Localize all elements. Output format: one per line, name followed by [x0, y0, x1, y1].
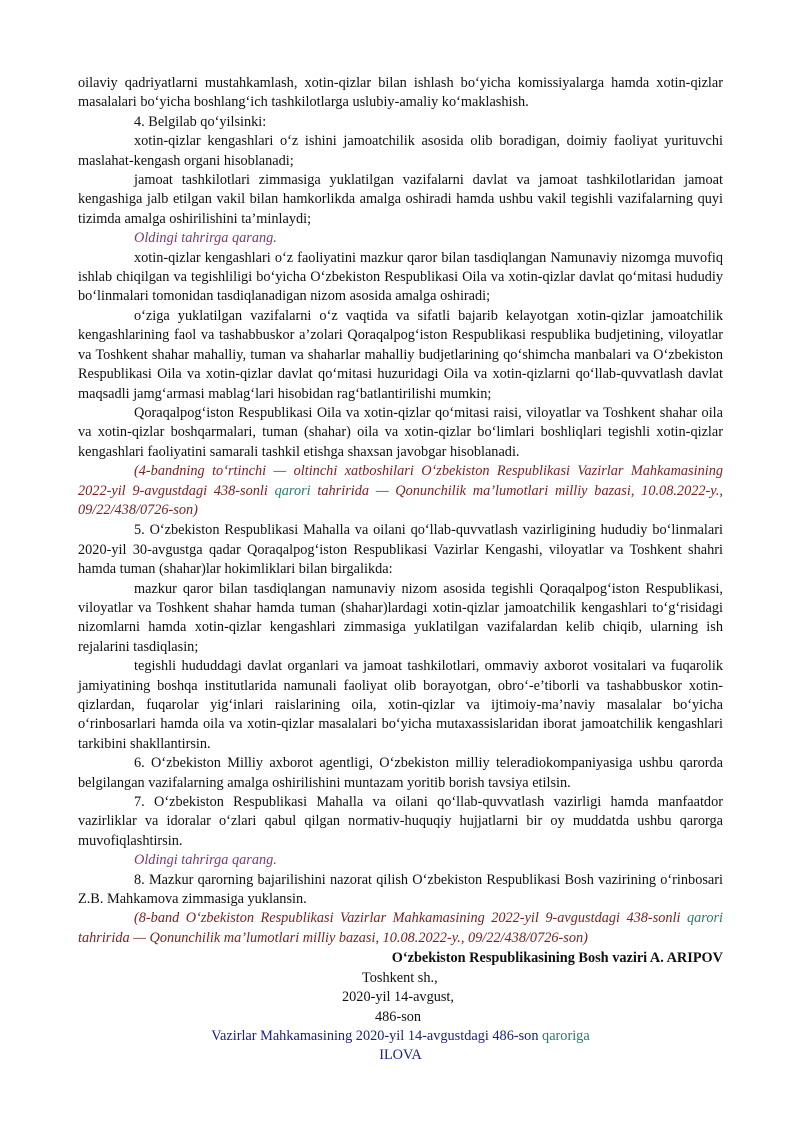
appendix-caption-text: Vazirlar Mahkamasining 2020-yil 14-avgustdagi 486-son	[211, 1027, 543, 1044]
previous-edition-link-2[interactable]: Oldingi tahrirga qarang.	[134, 852, 277, 869]
paragraph-form-councils: tegishli hududdagi davlat organlari va jamoat tashkilotlari, ommaviy axborot vositalari va fuqarolik jamiyatining boshqa institutlarida namunali faoliyat olib borayotgan, obro‘-e’tiborli va tashabbuskor xotin-qizlardan, fuqarolar yig‘inlari raislarining oila, xotin-qizlar va ijtimoiy-ma’naviy masalalar bo‘yicha o‘rinbosarlari hamda oila va xotin-qizlar masalalari bo‘yicha mutaxassislaridan iborat jamoatchilik kengashlari tarkibini shakllantirsin.	[78, 658, 723, 752]
paragraph-item-7: 7. O‘zbekiston Respublikasi Mahalla va oilani qo‘llab-quvvatlash vazirligi hamda manfaatdor vazirliklar va idoralar o‘zlari qabul qilgan normativ-huquqiy hujjatlarni bir oy muddatda ushbu qarorga muvofiqlashtirsin.	[78, 794, 723, 849]
signature-number: 486-son	[375, 1008, 422, 1025]
paragraph-item-4-heading: 4. Belgilab qo‘yilsinki:	[134, 113, 267, 130]
amendment-note-item-8	[78, 909, 723, 948]
paragraph-council-status: xotin-qizlar kengashlari o‘z ishini jamoatchilik asosida olib boradigan, doimiy faoliyat yurituvchi maslahat-kengash organi hisoblanadi;	[78, 133, 723, 169]
note-text: tahririda — Qonunchilik ma’lumotlari milliy bazasi, 10.08.2022-y., 09/22/438/0726-son)	[78, 929, 588, 946]
signature-city: Toshkent sh.,	[362, 969, 438, 986]
paragraph-item-8: 8. Mazkur qarorning bajarilishini nazorat qilish O‘zbekiston Respublikasi Bosh vazirining o‘rinbosari Z.B. Mahkamova zimmasiga yuklansin.	[78, 871, 723, 908]
document-page	[78, 74, 723, 1066]
paragraph-public-organizations: jamoat tashkilotlari zimmasiga yuklatilgan vazifalarni davlat va jamoat tashkilotlaridan jamoat kengashiga jalb etilgan vakil bilan hamkorlikda amalga oshiradi hamda ushbu vakil tegishli vazifalarning quyi tizimda amalga oshirilishini ta’minlaydi;	[78, 172, 723, 227]
paragraph-responsibility: Qoraqalpog‘iston Respublikasi Oila va xotin-qizlar qo‘mitasi raisi, viloyatlar va Toshkent shahar oila va xotin-qizlar boshqarmalari, tuman (shahar) oila va xotin-qizlar bo‘limlari boshliqlari tegishli xotin-qizlar kengashlari faoliyatini samarali tashkil etishga shaxsan javobgar hisoblanadi.	[78, 404, 723, 460]
paragraph-approve-regulations: mazkur qaror bilan tasdiqlangan namunaviy nizom asosida tegishli Qoraqalpog‘iston Respublikasi, viloyatlar va Toshkent shahar hamda tuman (shahar)lardagi xotin-qizlar jamoatchilik kengashlari to‘g‘risidagi nizomlarni hamda xotin-qizlar kengashlari zimmasiga yuklatilgan vazifalardan kelib chiqib, ularning ish rejalarini tasdiqlasin;	[78, 580, 723, 655]
paragraph-incentives: o‘ziga yuklatilgan vazifalarni o‘z vaqtida va sifatli bajarib kelayotgan xotin-qizlar jamoatchilik kengashlarining faol va tashabbuskor a’zolari Qoraqalpog‘iston Respublikasi respublika budjetining, viloyatlar va Toshkent shahar mahalliy, tuman va shaharlar mahalliy budjetlarining qo‘shimcha manbalari va O‘zbekiston Respublikasi Oila va xotin-qizlar davlat qo‘mitasi huzuridagi Oila va xotin-qizlarni qo‘llab-quvvatlash davlat maqsadli jamg‘armasi mablag‘lari hisobidan rag‘batlantirilishi mumkin;	[78, 307, 723, 402]
paragraph-family-values: oilaviy qadriyatlarni mustahkamlash, xotin-qizlar bilan ishlash bo‘yicha komissiyalarga hamda xotin-qizlar masalalari bo‘yicha boshlang‘ich tashkilotlarga uslubiy-amaliy ko‘maklashish.	[78, 75, 723, 111]
paragraph-council-regulation: xotin-qizlar kengashlari o‘z faoliyatini mazkur qaror bilan tasdiqlangan Namunaviy nizomga muvofiq ishlab chiqilgan va tegishliligi bo‘yicha O‘zbekiston Respublikasi Oila va xotin-qizlar davlat qo‘mitasi hududiy bo‘linmalari tomonidan tasdiqlanadigan nizom asosida amalga oshiradi;	[78, 249, 723, 305]
decree-reference-link[interactable]: qarori	[686, 910, 723, 927]
note-text: tahririda — Qonunchilik ma’lumotlari milliy bazasi, 10.08.2022-y., 09/22/438/0726-son)	[78, 482, 723, 518]
signature-line: O‘zbekiston Respublikasining Bosh vaziri A. ARIPOV	[391, 950, 723, 967]
signature-date: 2020-yil 14-avgust,	[342, 989, 454, 1006]
note-text: (8-band O‘zbekiston Respublikasi Vazirlar Mahkamasining 2022-yil 9-avgustdagi 438-sonli	[134, 910, 687, 927]
paragraph-item-5: 5. O‘zbekiston Respublikasi Mahalla va oilani qo‘llab-quvvatlash vazirligining hududiy bo‘linmalari 2020-yil 30-avgustga qadar Qoraqalpog‘iston Respublikasi Vazirlar Kengashi, viloyatlar va Toshkent shahri hamda tuman (shahar)lar hokimliklari bilan birgalikda:	[78, 522, 723, 578]
amendment-note-item-4	[78, 462, 723, 520]
appendix-title: ILOVA	[379, 1047, 422, 1064]
note-text: (4-bandning to‘rtinchi — oltinchi xatboshilari O‘zbekiston Respublikasi Vazirlar Mahkamasining 2022-yil 9-avgustdagi 438-sonli	[78, 463, 723, 499]
appendix-caption	[78, 1027, 723, 1046]
paragraph-item-6: 6. O‘zbekiston Milliy axborot agentligi, O‘zbekiston milliy teleradiokompaniyasiga ushbu qarorda belgilangan vazifalarning amalga oshirilishini muntazam yoritib borish tavsiya etilsin.	[78, 755, 723, 791]
appendix-decree-link[interactable]: qaroriga	[542, 1027, 590, 1044]
previous-edition-link-1[interactable]: Oldingi tahrirga qarang.	[134, 230, 277, 247]
decree-reference-link[interactable]: qarori	[274, 482, 311, 499]
